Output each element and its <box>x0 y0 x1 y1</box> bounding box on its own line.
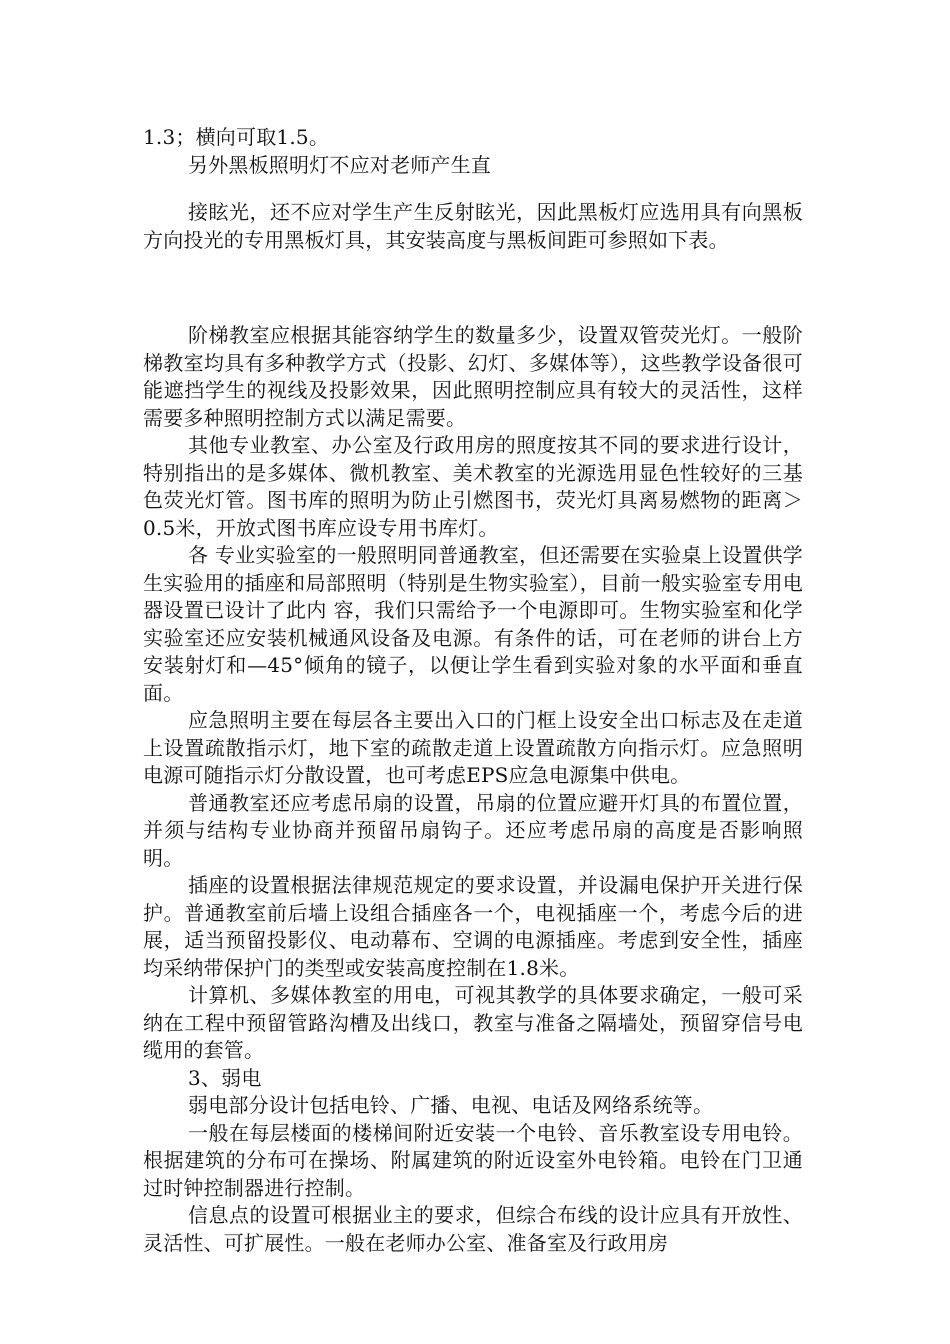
main-body <box>143 322 803 1257</box>
paragraph-information-points: 信息点的设置可根据业主的要求，但综合布线的设计应具有开放性、灵活性、可扩展性。一般在老师办公室、准备室及行政用房 <box>143 1203 803 1255</box>
paragraph-ceiling-fans: 普通教室还应考虑吊扇的设置，吊扇的位置应避开灯具的布置位置，并须与结构专业协商并预留吊扇钩子。还应考虑吊扇的高度是否影响照明。 <box>143 790 803 870</box>
paragraph-blackboard-glare-start: 另外黑板照明灯不应对老师产生直 <box>188 152 491 177</box>
paragraph-sockets: 插座的设置根据法律规范规定的要求设置，并设漏电保护开关进行保护。普通教室前后墙上设组合插座各一个，电视插座一个，考虑今后的进展，适当预留投影仪、电动幕布、空调的电源插座。考虑到安全性，插座均采纳带保护门的类型或安装高度控制在1.8米。 <box>143 873 803 980</box>
paragraph-weak-current-scope: 弱电部分设计包括电铃、广播、电视、电话及网络系统等。 <box>188 1093 714 1117</box>
paragraph-computer-rooms: 计算机、多媒体教室的用电，可视其教学的具体要求确定，一般可采纳在工程中预留管路沟槽及出线口，教室与准备之隔墙处，预留穿信号电缆用的套管。 <box>143 983 803 1062</box>
paragraph-ratio: 1.3；横向可取1.5。 <box>143 125 330 149</box>
intro-block <box>143 124 803 179</box>
paragraph-laboratories: 各 专业实验室的一般照明同普通教室，但还需要在实验桌上设置供学生实验用的插座和局部照明（特别是生物实验室），目前一般实验室专用电器设置已设计了此内 容，我们只需给予一个电源即可。生物实验室和化学实验室还应安装机械通风设备及电源。有条件的话，可在老师的讲台上方安装射灯和—45°倾角的镜子，以便让学生看到实验对象的水平面和垂直面。 <box>143 543 803 705</box>
paragraph-emergency-lighting: 应急照明主要在每层各主要出入口的门框上设安全出口标志及在走道上设置疏散指示灯，地下室的疏散走道上设置疏散方向指示灯。应急照明电源可随指示灯分散设置，也可考虑EPS应急电源集中供电。 <box>143 708 803 787</box>
paragraph-blackboard-lamp: 接眩光，还不应对学生产生反射眩光，因此黑板灯应选用具有向黑板方向投光的专用黑板灯具，其安装高度与黑板间距可参照如下表。 <box>143 200 803 252</box>
section-heading-weak-current: 3、弱电 <box>188 1065 262 1090</box>
blackboard-block <box>143 199 803 254</box>
paragraph-special-classrooms: 其他专业教室、办公室及行政用房的照度按其不同的要求进行设计，特别指出的是多媒体、微机教室、美术教室的光源选用显色性较好的三基色荧光灯管。图书库的照明为防止引燃图书，荧光灯具离易燃物的距离＞0.5米，开放式图书库应设专用书库灯。 <box>143 433 803 540</box>
paragraph-electric-bells: 一般在每层楼面的楼梯间附近安装一个电铃、音乐教室设专用电铃。根据建筑的分布可在操场、附属建筑的附近设室外电铃箱。电铃在门卫通过时钟控制器进行控制。 <box>143 1120 803 1200</box>
paragraph-lecture-hall: 阶梯教室应根据其能容纳学生的数量多少，设置双管荧光灯。一般阶梯教室均具有多种教学方式（投影、幻灯、多媒体等），这些教学设备很可能遮挡学生的视线及投影效果，因此照明控制应具有较大的灵活性，这样需要多种照明控制方式以满足需要。 <box>143 323 803 430</box>
